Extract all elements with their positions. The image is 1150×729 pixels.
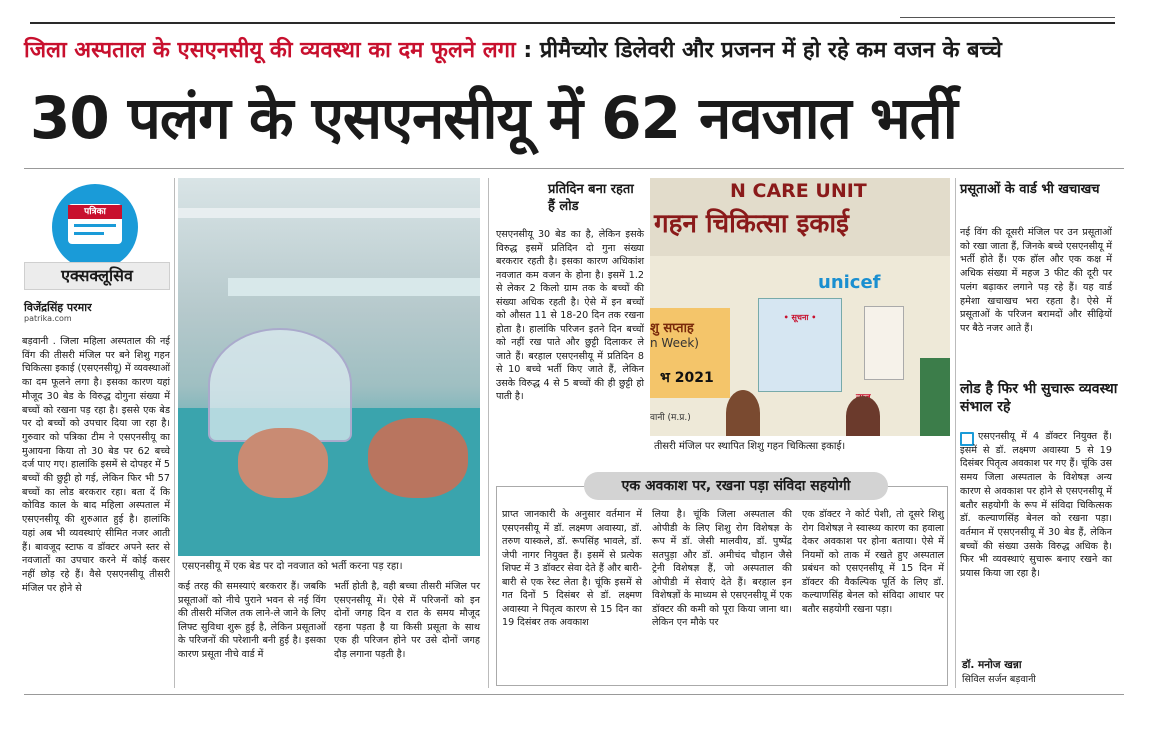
top-rule-short: [900, 17, 1115, 18]
photo-shape: [208, 328, 352, 442]
article-column-right-1: नई विंग की दूसरी मंजिल पर उन प्रसूताओं को रखा जाता हैं, जिनके बच्चे एसएनसीयू में भर्ती होते हैं। एक हॉल और एक कक्ष में अधिक संख्या में महज 3 फीट की दूरी पर पलंग बढ़ाकर लगाने पड़ रहे हैं। यह वार्ड हमेशा खचाखच भरा रहता है। ऐसे में प्रसूताओं के परिजन बरामदों और सीढ़ियों पर बैठे नजर आते हैं।: [960, 227, 1112, 334]
signer-name: डॉ. मनोज खन्ना: [962, 659, 1022, 671]
box-column-3: एक डॉक्टर ने कोर्ट पेशी, तो दूसरे शिशु रोग विशेषज्ञ ने स्वास्थ्य कारण का हवाला देकर अवकाश पर होना बताया। ऐसे में नियमों को ताक में रखते हुए अस्पताल प्रबंधन को एसएनसीयू में 15 दिन में डॉक्टर की वैकल्पिक पूर्ति के लिए डॉ. कल्याणसिंह बेनल को संविदा आधार पर बतौर सहयोगी रखना पड़ा।: [802, 509, 944, 615]
photo-poster-en: n Week): [650, 336, 699, 350]
photo-shape: [368, 418, 468, 498]
subheading-daily-load: प्रतिदिन बना रहता हैं लोड: [548, 182, 634, 214]
photo-shape: [920, 358, 950, 436]
subheading-wards: प्रसूताओं के वार्ड भी खचाखच: [960, 182, 1100, 197]
logo-line: [74, 232, 104, 235]
headline-rule: [24, 168, 1124, 169]
article-column-left: बड़वानी . जिला महिला अस्पताल की नई विंग की तीसरी मंजिल पर बने शिशु गहन चिकित्सा इकाई (एसएनसीयू) में व्यवस्थाओं का दम फूलने लगा है। इसका कारण यहां मौजूद 30 बेड के विरुद्ध दोगुना संख्या में बच्चों को रखना पड़ रहा है। इससे एक बेड पर दो बच्चों को उपचार दिया जा रहा है। गुरुवार को पत्रिका टीम ने एसएनसीयू का मुआयना किया तो 30 बेड पर 62 बच्चे दर्ज पाए गए। हालांकि इसमें से दोपहर में 5 बच्चों की छुट्टी हो गई, लेकिन फिर भी 57 बच्चों का लोड बरकरार रहा। बता दें कि कोविड काल के बाद महिला अस्पताल में एसएनसीयू की शुरुआत हुई है। हालांकि यहां अब भी व्यवस्थाएं सीमित नजर आती हैं। बावजूद स्टाफ व डॉक्टर अपने स्तर से नवजातों का उपचार करने में कोई कसर नहीं छोड़ रहे हैं। वैसे एसएनसीयू तीसरी मंजिल पर होने से: [22, 336, 170, 594]
photo-sign-hi: गहन चिकित्सा इकाई: [654, 209, 849, 239]
top-rule: [30, 22, 1115, 24]
byline-name: विजेंद्रसिंह परमार: [24, 301, 92, 314]
photo-shape: [846, 396, 880, 436]
photo-newborns: [178, 178, 480, 556]
photo-shape: [864, 306, 904, 380]
column-rule: [488, 178, 489, 688]
column-rule: [174, 178, 175, 688]
photo-poster-small: • सूचना •: [783, 313, 817, 322]
kicker-sep: :: [515, 38, 540, 63]
bottom-rule: [24, 694, 1124, 695]
logo-line: [74, 224, 116, 227]
signer-role: सिविल सर्जन बड़वानी: [962, 674, 1036, 685]
box-title: एक अवकाश पर, रखना पड़ा संविदा सहयोगी: [584, 472, 888, 500]
logo-word: पत्रिका: [68, 205, 122, 219]
kicker-left: जिला अस्पताल के एसएनसीयू की व्यवस्था का दम फूलने लगा: [24, 38, 516, 63]
photo-shape: [726, 390, 760, 436]
photo-shape: [238, 428, 328, 498]
article-column-middle: एसएनसीयू 30 बेड का है, लेकिन इसके विरुद्ध इसमें प्रतिदिन दो गुना संख्या बरकरार रहती है। इसका कारण अधिकांश नवजात कम वजन के होना है। इसमें 1.2 से लेकर 2 किलो ग्राम तक के बच्चों की संख्या अधिक रहती है। ऐसे में इन बच्चों को औसत 11 से 18-20 दिन तक रखना होता है। हालांकि परिजन इतने दिन बच्चों को नहीं रख पाते और छुट्टी दिलाकर ले जाते हैं। बरहाल एसएनसीयू में प्रतिदिन 8 से 10 बच्चे भर्ती किए जाते हैं, लेकिन उसके विरुद्ध 4 से 5 बच्चों की ही छुट्टी हो पाती है।: [496, 229, 644, 402]
photo-sncu-unit: [650, 178, 950, 436]
photo-poster-week: शु सप्ताह: [650, 321, 694, 336]
exclusive-label: एक्सक्लूसिव: [24, 262, 170, 290]
subheading-load: लोड है फिर भी सुचारू व्यवस्था संभाल रहे: [960, 381, 1118, 415]
kicker-right: प्रीमैच्योर डिलेवरी और प्रजनन में हो रहे कम वजन के बच्चे: [539, 38, 1002, 63]
article-column-under-2: भर्ती होती है, वही बच्चा तीसरी मंजिल पर एसएनसीयू में। ऐसे में परिजनों को इन दोनों जगह दिन व रात के समय मौजूद रहना पड़ता है या किसी प्रसूता के साथ एक ही परिजन होने पर उसे दोनों जगह दौड़ लगाना पड़ती है।: [334, 581, 480, 660]
box-column-2: लिया है। चूंकि जिला अस्पताल की ओपीडी के लिए शिशु रोग विशेषज्ञ के रूप में डॉ. जेसी मालवीय, डॉ. पुष्पेंद्र सतपुड़ा और डॉ. अमीचंद चौहान जैसे ट्रेनी विशेषज्ञ हैं, जो अस्पताल की ओपीडी में सेवाएं देते हैं। बरहाल इन विशेषज्ञों के माध्यम से एसएनसीयू में एक डॉक्टर की कमी को पूरा किया जाना था। लेकिन एन मौके पर: [652, 509, 792, 628]
column-rule: [955, 178, 956, 688]
photo-sign-en: N CARE UNIT: [730, 180, 867, 202]
box-column-1: प्राप्त जानकारी के अनुसार वर्तमान में एसएनसीयू में डॉ. लक्ष्मण अवास्या, डॉ. तरुण यास्कले, डॉ. रूपसिंह भावले, डॉ. जेपी नागर नियुक्त हैं। इसमें से प्रत्येक शिफ्ट में 3 डॉक्टर सेवा देते हैं और बारी-बारी से एक रेस्ट लेता है। चूंकि इसमें से गत दिनों 5 दिसंबर से डॉ. लक्ष्मण अवास्या ने पितृत्व कारण से 15 दिन का 19 दिसंबर तक अवकाश: [502, 509, 642, 628]
photo-unicef: unicef: [818, 272, 881, 293]
photo-caption-1: एसएनसीयू में एक बेड पर दो नवजात को भर्ती करना पड़ रहा।: [182, 561, 403, 572]
photo-shape: [228, 278, 480, 296]
photo-caption-2: तीसरी मंजिल पर स्थापित शिशु गहन चिकित्सा इकाई।: [654, 441, 846, 452]
headline: 30 पलंग के एसएनसीयू में 62 नवजात भर्ती: [30, 84, 957, 152]
byline-source: patrika.com: [24, 314, 72, 323]
photo-poster-place: वानी (म.प्र.): [650, 413, 691, 423]
photo-poster-year: भ 2021: [660, 370, 714, 386]
article-column-right-2: एसएनसीयू में 4 डॉक्टर नियुक्त हैं। इसमें से डॉ. लक्ष्मण अवास्या 5 से 19 दिसंबर पितृत्व अवकाश पर गए हैं। चूंकि उस समय जिला अस्पताल के विशेषज्ञ अन्य कारण से अवकाश पर होने से एसएनसीयू में बतौर सहयोगी के रूप में संविदा चिकित्सक डॉ. कल्याणसिंह बेनल को रखना पड़ा। वर्तमान में एसएनसीयू में 30 बेड हैं, लेकिन बच्चों की संख्या उसके विरुद्ध अधिक है। फिर भी व्यवस्थाएं सुचारू बनाए रखने का प्रयास किया जा रहा है।: [960, 431, 1112, 580]
kicker: [24, 34, 1124, 64]
photo-shape: [178, 208, 480, 218]
article-column-under-1: कई तरह की समस्याएं बरकरार हैं। जबकि प्रसूताओं को नीचे पुराने भवन से नई विंग की तीसरी मंजिल तक लाने-ले जाने के लिए लिफ्ट सुविधा शुरू हुई है, लेकिन प्रसूताओं के परिजनों की परेशानी बनी हुई है। इसका कारण प्रसूता नीचे वार्ड में: [178, 581, 326, 660]
